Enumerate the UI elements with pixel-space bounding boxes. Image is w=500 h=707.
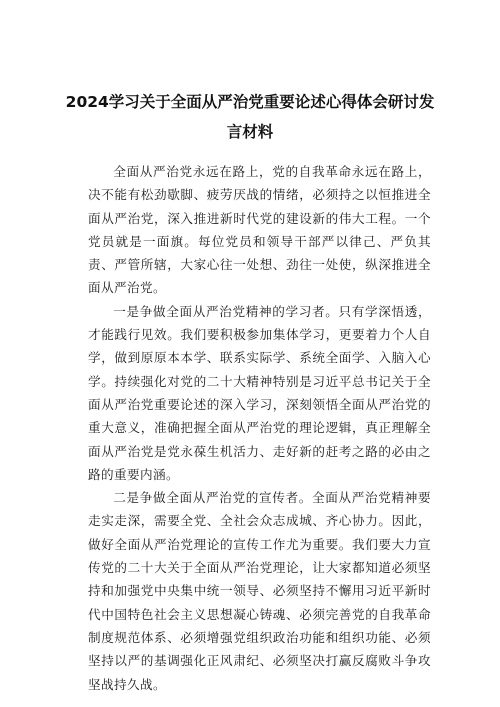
paragraph-point-2: 二是争做全面从严治党的宣传者。全面从严治党精神要走实走深，需要全党、全社会众志成城、齐心协力。因此，做好全面从严治党理论的宣传工作尤为重要。我们要大力宣传党的二十大关于全面从严治党理论，让大家都知道必须坚持和加强党中央集中统一领导、必须坚持不懈用习近平新时代中国特色社会主义思想凝心铸魂、必须完善党的自我革命制度规范体系、必须增强党组织政治功能和组织功能、必须坚持以严的基调强化正风肃纪、必须坚决打赢反腐败斗争攻坚战持久战。 bbox=[88, 490, 431, 692]
paragraph-point-1: 一是争做全面从严治党精神的学习者。只有学深悟透，才能践行见效。我们要积极参加集体学习，更要着力个人自学，做到原原本本学、联系实际学、系统全面学、入脑入心学。持续强化对党的二十大精神特别是习近平总书记关于全面从严治党重要论述的深入学习，深刻领悟全面从严治党的重大意义，准确把握全面从严治党的理论逻辑，真正理解全面从严治党是党永葆生机活力、走好新的赶考之路的必由之路的重要内涵。 bbox=[88, 303, 431, 482]
document-title-line-2: 言材料 bbox=[226, 123, 274, 141]
document-title-line-1: 2024学习关于全面从严治党重要论述心得体会研讨发 bbox=[65, 93, 435, 111]
document-body bbox=[88, 160, 431, 696]
paragraph-intro: 全面从严治党永远在路上，党的自我革命永远在路上，决不能有松劲歇脚、疲劳厌战的情绪，必须持之以恒推进全面从严治党，深入推进新时代党的建设新的伟大工程。一个党员就是一面旗。每位党员和领导干部严以律己、严负其责、严管所辖，大家心往一处想、劲往一处使，纵深推进全面从严治党。 bbox=[88, 164, 431, 296]
